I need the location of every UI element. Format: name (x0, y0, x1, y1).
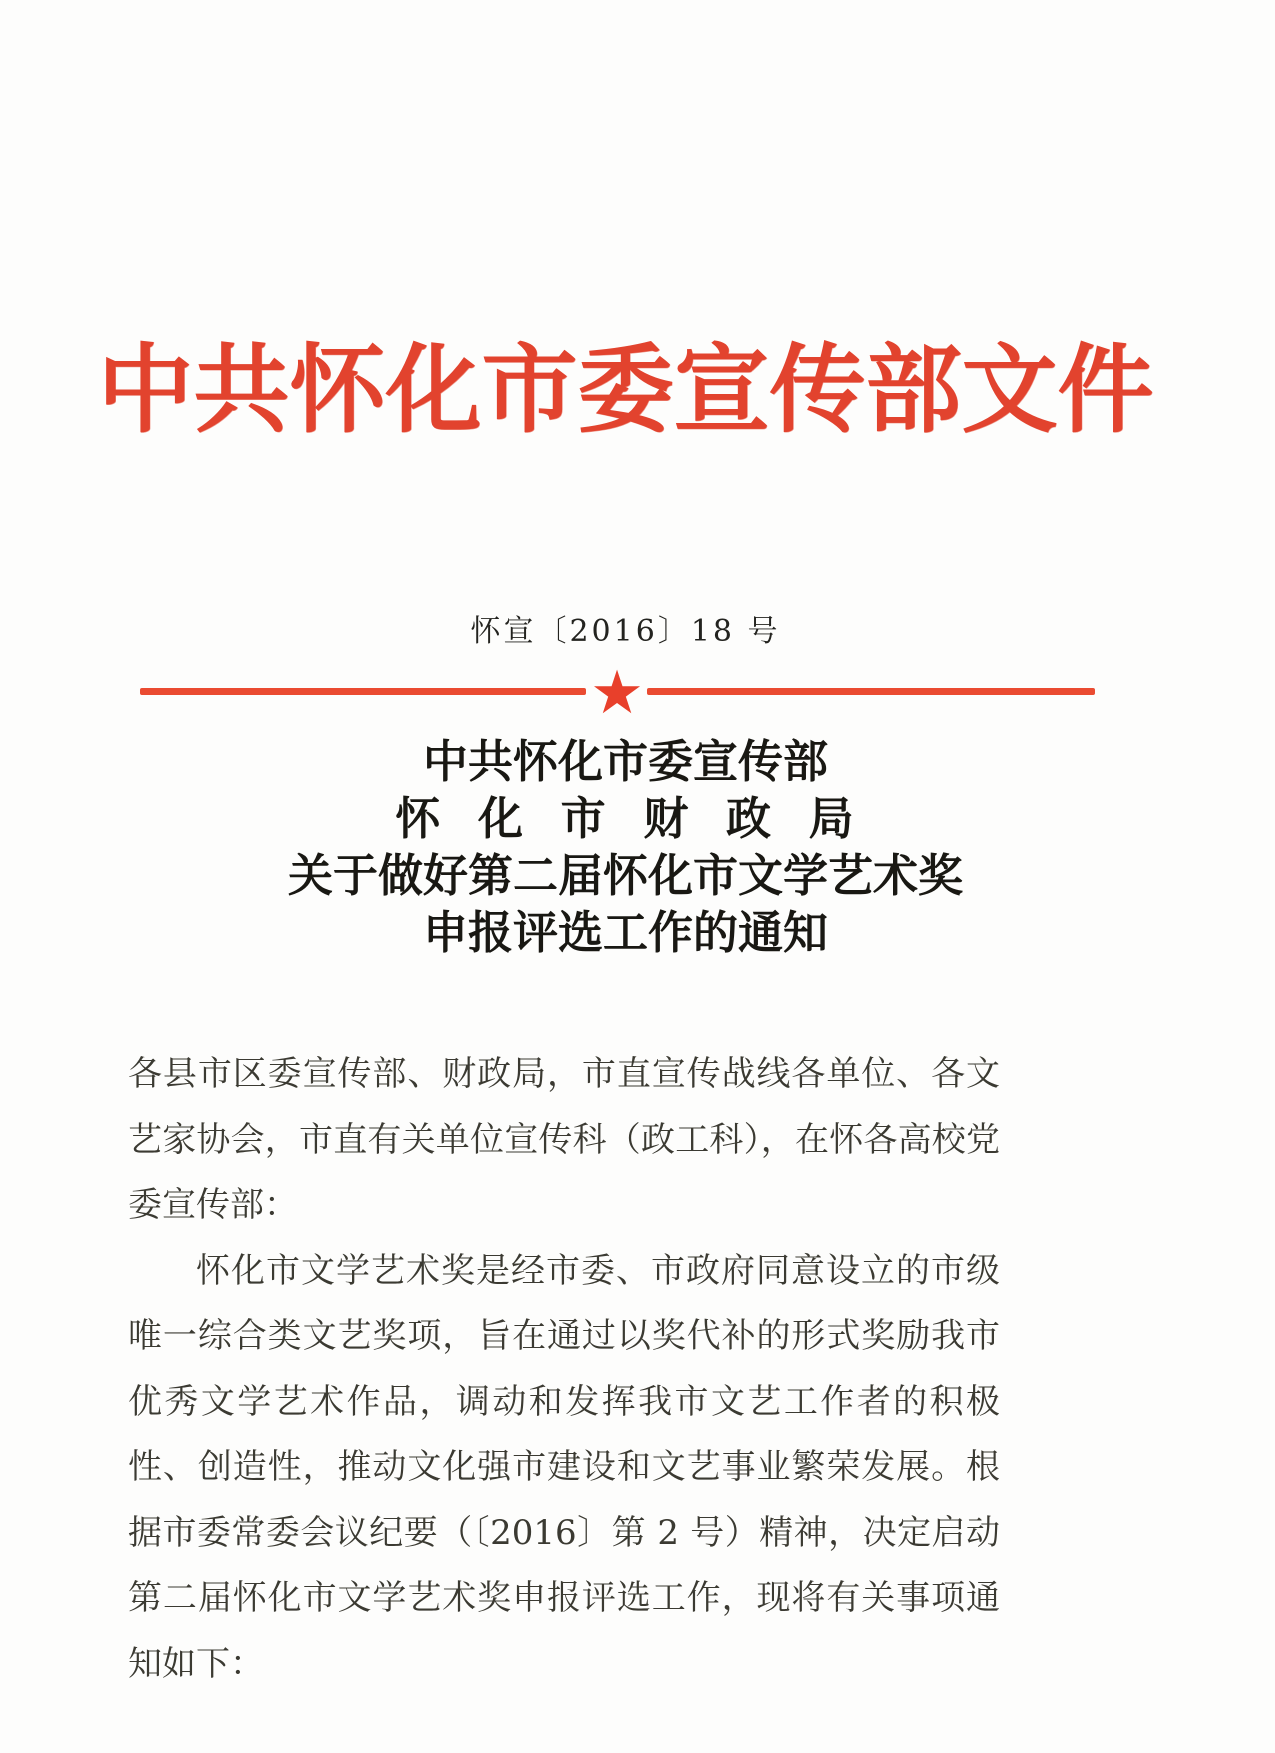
body-paragraph: 怀化市文学艺术奖是经市委、市政府同意设立的市级唯一综合类文艺奖项，旨在通过以奖代补的形式奖励我市优秀文学艺术作品，调动和发挥我市文艺工作者的积极性、创造性，推动文化强市建设和文艺事业繁荣发展。根据市委常委会议纪要（〔2016〕第 2 号）精神，决定启动第二届怀化市文学艺术奖申报评选工作，现将有关事项通知如下： (128, 1250, 1000, 1684)
doc-title-line-4: 申报评选工作的通知 (422, 906, 828, 959)
body-paragraph: 各县市区委宣传部、财政局，市直宣传战线各单位、各文艺家协会，市直有关单位宣传科（政工科），在怀各高校党委宣传部： (128, 1054, 1000, 1225)
divider-line-left (140, 688, 586, 695)
doc-title-line-3: 关于做好第二届怀化市文学艺术奖 (287, 849, 963, 902)
doc-title-block (0, 733, 1263, 961)
doc-number: 怀宣〔2016〕18 号 (470, 614, 781, 649)
masthead-title: 中共怀化市委宣传部文件 (97, 333, 1154, 446)
doc-title-line-1: 中共怀化市委宣传部 (422, 735, 828, 788)
doc-body (128, 1042, 1000, 1697)
divider-line-right (647, 688, 1095, 695)
star-icon: ★ (590, 658, 644, 728)
doc-title-line-2: 怀 化 市 财 政 局 (395, 792, 856, 845)
